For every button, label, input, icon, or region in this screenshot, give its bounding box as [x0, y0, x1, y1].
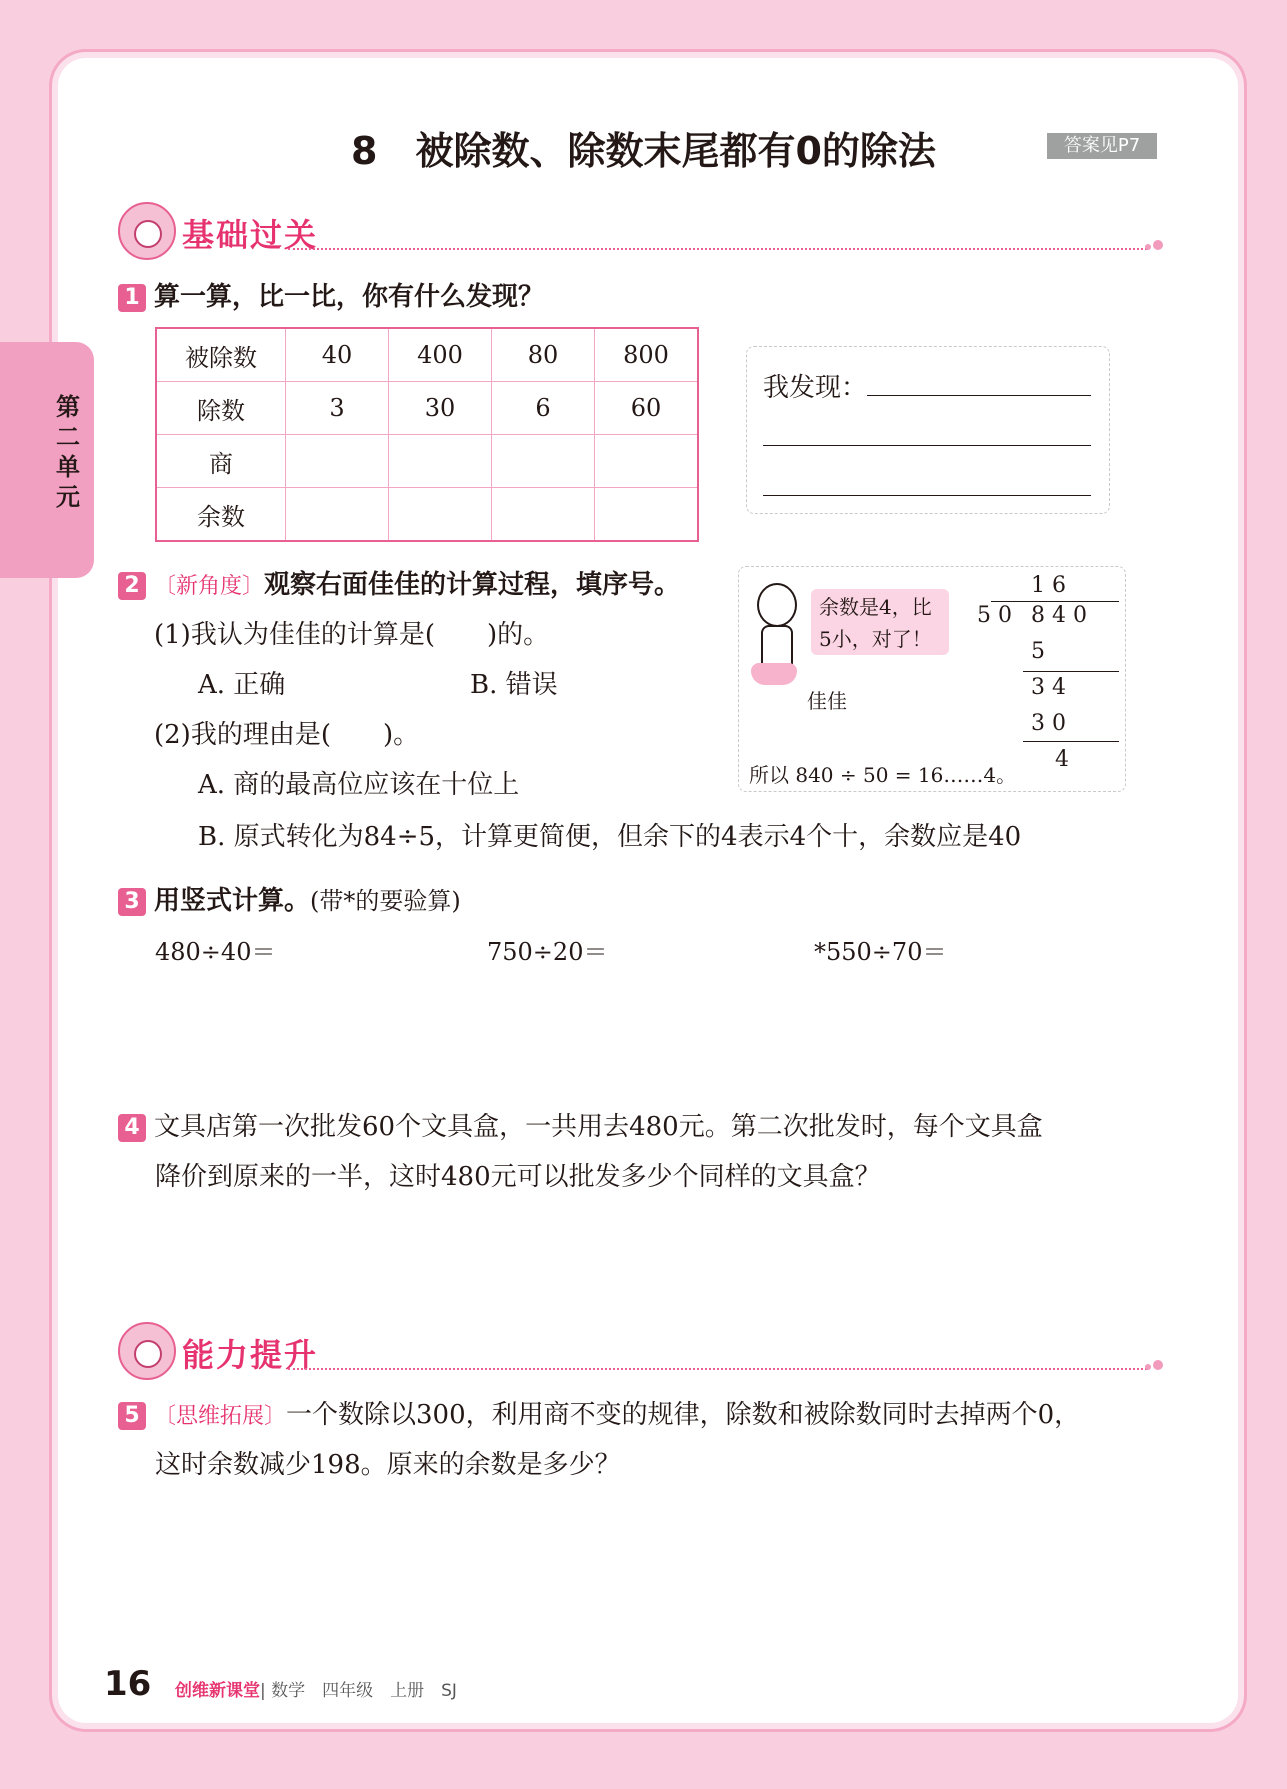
answer-cell[interactable]: [389, 488, 492, 542]
option-b[interactable]: B. 原式转化为84÷5，计算更简便，但余下的4表示4个十，余数应是40: [198, 822, 1022, 852]
division-bar: [991, 601, 1119, 602]
decor-dot: [1145, 244, 1151, 250]
long-division-quotient: 1 6: [1031, 573, 1066, 598]
sub-question-2: (2)我的理由是( )。: [154, 720, 420, 750]
teacher-avatar-icon: [118, 1322, 176, 1380]
long-division-step: 5: [1031, 639, 1045, 664]
table-cell: 40: [286, 328, 389, 382]
option-a[interactable]: A. 商的最高位应该在十位上: [198, 770, 520, 800]
table-cell: 60: [595, 382, 699, 435]
question-number: 2: [118, 572, 146, 600]
table-row: [156, 328, 698, 382]
question-1: [118, 276, 544, 313]
question-number: 5: [118, 1402, 146, 1430]
table-cell: 30: [389, 382, 492, 435]
section-divider: [288, 248, 1147, 250]
answer-cell[interactable]: [286, 435, 389, 488]
answer-line[interactable]: [763, 495, 1091, 496]
calc-item: 750÷20＝: [487, 938, 608, 966]
answer-cell[interactable]: [389, 435, 492, 488]
answer-cell[interactable]: [286, 488, 389, 542]
answer-line[interactable]: [867, 395, 1091, 396]
question-5: [118, 1394, 1080, 1431]
long-division-step: 3 4: [1031, 675, 1066, 700]
question-note: (带*的要验算): [310, 887, 461, 915]
question-4: [118, 1106, 1043, 1143]
unit-side-tab-label: 第二单元: [56, 393, 80, 511]
calc-item: *550÷70＝: [814, 938, 947, 966]
book-details: | 数学 四年级 上册 SJ: [260, 1681, 457, 1701]
table-row: [156, 382, 698, 435]
decor-dot: [1153, 1360, 1163, 1370]
girl-illustration-icon: [749, 583, 803, 713]
section-basic-title: 基础过关: [182, 216, 319, 254]
table-row: [156, 488, 698, 542]
jiajia-calculation-box: [738, 566, 1126, 792]
discovery-box: [746, 346, 1110, 514]
calculation-result: 所以 840 ÷ 50 = 16……4。: [749, 763, 1017, 787]
discovery-label: 我发现：: [763, 373, 868, 403]
section-advanced-header: [118, 1322, 1163, 1382]
decor-dot: [1153, 240, 1163, 250]
question-text: 算一算，比一比，你有什么发现？: [154, 282, 545, 312]
calc-item: 480÷40＝: [155, 938, 276, 966]
row-header: 除数: [156, 382, 286, 435]
book-info: [175, 1676, 457, 1701]
question-text: 文具店第一次批发60个文具盒，一共用去480元。第二次批发时，每个文具盒: [154, 1112, 1043, 1142]
long-division-remainder: 4: [1055, 747, 1069, 772]
row-header: 商: [156, 435, 286, 488]
division-table: [155, 327, 699, 542]
division-bar: [1023, 741, 1119, 742]
page-number: 16: [104, 1664, 152, 1704]
question-text: 观察右面佳佳的计算过程，填序号。: [264, 570, 681, 600]
long-division-divisor: 5 0: [977, 603, 1012, 628]
speech-bubble: 余数是4，比5小，对了！: [811, 589, 949, 655]
long-division-step: 3 0: [1031, 711, 1066, 736]
question-text: 用竖式计算。: [154, 886, 311, 916]
sub-question-1: (1)我认为佳佳的计算是( )的。: [154, 620, 550, 650]
question-number: 1: [118, 284, 146, 312]
question-number: 4: [118, 1114, 146, 1142]
table-cell: 6: [492, 382, 595, 435]
option-b[interactable]: B. 错误: [470, 670, 558, 700]
section-advanced-title: 能力提升: [182, 1336, 319, 1374]
question-text: 一个数除以300，利用商不变的规律，除数和被除数同时去掉两个0，: [286, 1400, 1081, 1430]
section-divider: [288, 1368, 1147, 1370]
question-number: 3: [118, 888, 146, 916]
brand-name: 创维新课堂: [175, 1681, 260, 1701]
section-basic-header: [118, 202, 1163, 262]
long-division-dividend: 8 4 0: [1031, 603, 1087, 628]
answer-line[interactable]: [763, 445, 1091, 446]
question-text-line2: 这时余数减少198。原来的余数是多少？: [155, 1450, 621, 1480]
teacher-avatar-icon: [118, 202, 176, 260]
question-tag: 〔新角度〕: [154, 574, 265, 599]
answer-cell[interactable]: [492, 488, 595, 542]
answer-cell[interactable]: [595, 488, 699, 542]
decor-dot: [1145, 1364, 1151, 1370]
table-cell: 800: [595, 328, 699, 382]
division-bar: [1023, 671, 1119, 672]
question-text-line2: 降价到原来的一半，这时480元可以批发多少个同样的文具盒？: [155, 1162, 881, 1192]
table-cell: 3: [286, 382, 389, 435]
answer-cell[interactable]: [595, 435, 699, 488]
row-header: 被除数: [156, 328, 286, 382]
question-3: [118, 880, 461, 917]
answer-reference-badge: 答案见P7: [1047, 133, 1157, 159]
question-tag: 〔思维拓展〕: [154, 1404, 287, 1429]
table-cell: 80: [492, 328, 595, 382]
question-2: [118, 564, 680, 601]
answer-cell[interactable]: [492, 435, 595, 488]
row-header: 余数: [156, 488, 286, 542]
page-title: 8 被除数、除数末尾都有0的除法: [351, 129, 936, 173]
option-a[interactable]: A. 正确: [198, 670, 286, 700]
character-name: 佳佳: [807, 689, 847, 713]
table-cell: 400: [389, 328, 492, 382]
table-row: [156, 435, 698, 488]
